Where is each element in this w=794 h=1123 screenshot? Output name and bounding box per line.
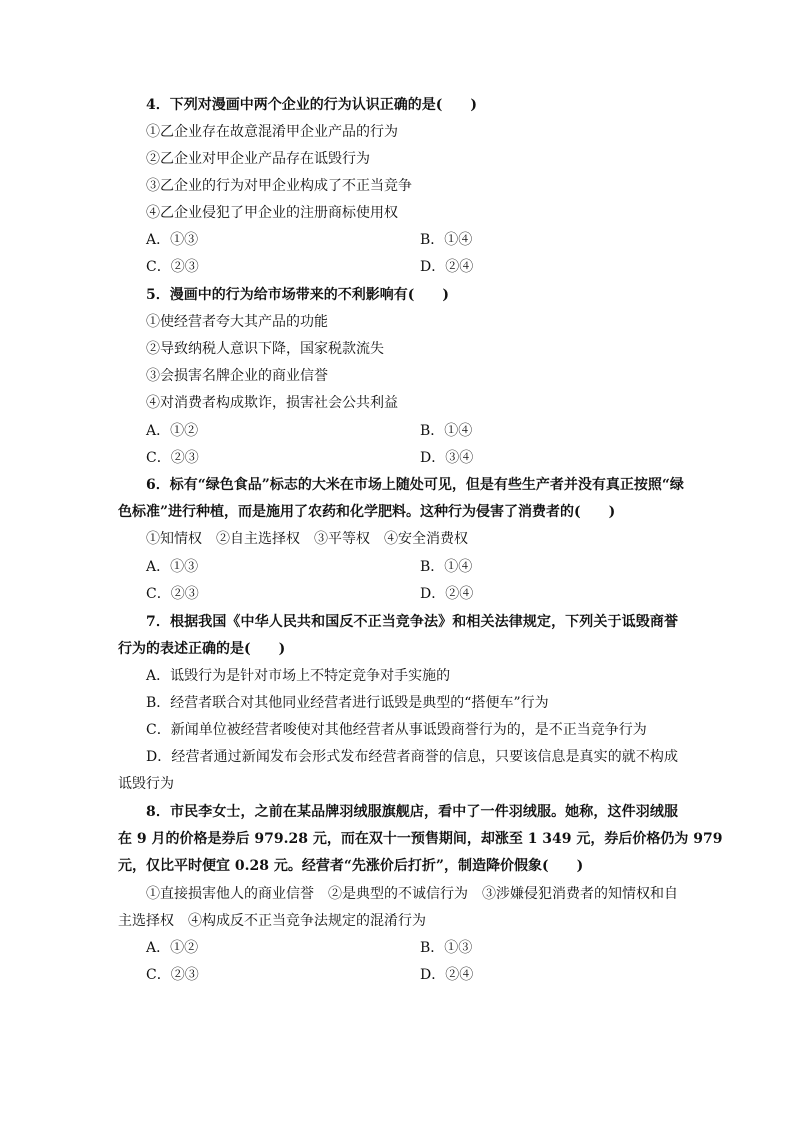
q4-option-c[interactable]: C．②③	[146, 259, 199, 275]
q4-option-a[interactable]: A．①③	[146, 232, 199, 248]
q6-stem-line-2: 色标准”进行种植，而是施用了农药和化学肥料。这种行为侵害了消费者的( )	[118, 504, 616, 520]
q7-stem-line-1: 7．根据我国《中华人民共和国反不正当竞争法》和相关法律规定，下列关于诋毁商誉	[146, 614, 678, 630]
q4-item-2: ②乙企业对甲企业产品存在诋毁行为	[146, 151, 370, 167]
q5-item-1: ①使经营者夸大其产品的功能	[146, 314, 328, 330]
q7-option-d-line-2: 诋毁行为	[118, 776, 174, 792]
q8-stem-line-2: 在 9 月的价格是券后 979.28 元，而在双十一预售期间，却涨至 1 349 元，券后价格仍为 979	[118, 831, 723, 847]
q8-option-a[interactable]: A．①②	[146, 940, 199, 956]
q5-item-4: ④对消费者构成欺诈，损害社会公共利益	[146, 395, 398, 411]
q5-option-b[interactable]: B．①④	[420, 423, 473, 439]
q5-option-d[interactable]: D．③④	[420, 450, 474, 466]
q6-option-b[interactable]: B．①④	[420, 559, 473, 575]
q4-item-3: ③乙企业的行为对甲企业构成了不正当竞争	[146, 178, 412, 194]
q6-option-a[interactable]: A．①③	[146, 559, 199, 575]
q4-stem: 4．下列对漫画中两个企业的行为认识正确的是( )	[146, 97, 477, 113]
q8-stem-line-1: 8．市民李女士，之前在某品牌羽绒服旗舰店，看中了一件羽绒服。她称，这件羽绒服	[146, 804, 678, 820]
q5-option-c[interactable]: C．②③	[146, 450, 199, 466]
q4-option-d[interactable]: D．②④	[420, 259, 474, 275]
q8-items-line-2: 主选择权 ④构成反不正当竞争法规定的混淆行为	[118, 913, 426, 929]
q4-item-4: ④乙企业侵犯了甲企业的注册商标使用权	[146, 205, 398, 221]
q4-item-1: ①乙企业存在故意混淆甲企业产品的行为	[146, 124, 398, 140]
q6-stem-line-1: 6．标有“绿色食品”标志的大米在市场上随处可见，但是有些生产者并没有真正按照“绿	[146, 477, 684, 493]
q6-items: ①知情权 ②自主选择权 ③平等权 ④安全消费权	[146, 531, 468, 547]
q5-stem: 5．漫画中的行为给市场带来的不利影响有( )	[146, 287, 449, 303]
q4-option-b[interactable]: B．①④	[420, 232, 473, 248]
q5-option-a[interactable]: A．①②	[146, 423, 199, 439]
q7-option-a[interactable]: A．诋毁行为是针对市场上不特定竞争对手实施的	[146, 668, 451, 684]
q7-option-c[interactable]: C．新闻单位被经营者唆使对其他经营者从事诋毁商誉行为的，是不正当竞争行为	[146, 722, 647, 738]
q5-item-2: ②导致纳税人意识下降，国家税款流失	[146, 341, 384, 357]
q6-option-d[interactable]: D．②④	[420, 586, 474, 602]
q6-option-c[interactable]: C．②③	[146, 586, 199, 602]
q7-option-b[interactable]: B．经营者联合对其他同业经营者进行诋毁是典型的“搭便车”行为	[146, 695, 549, 711]
q8-option-c[interactable]: C．②③	[146, 967, 199, 983]
q8-stem-line-3: 元，仅比平时便宜 0.28 元。经营者“先涨价后打折”，制造降价假象( )	[118, 858, 584, 874]
q8-option-b[interactable]: B．①③	[420, 940, 473, 956]
q8-option-d[interactable]: D．②④	[420, 967, 474, 983]
q7-stem-line-2: 行为的表述正确的是( )	[118, 641, 286, 657]
q7-option-d-line-1[interactable]: D．经营者通过新闻发布会形式发布经营者商誉的信息，只要该信息是真实的就不构成	[146, 749, 678, 765]
q5-item-3: ③会损害名牌企业的商业信誉	[146, 368, 328, 384]
q8-items-line-1: ①直接损害他人的商业信誉 ②是典型的不诚信行为 ③涉嫌侵犯消费者的知情权和自	[146, 886, 678, 902]
